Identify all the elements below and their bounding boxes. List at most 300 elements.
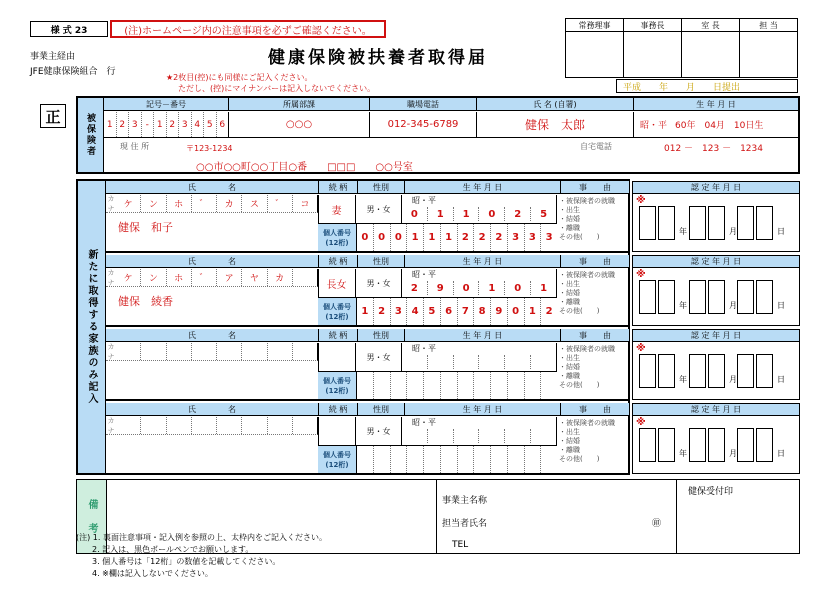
col-relation: 続 柄: [319, 403, 358, 415]
sex-choice: [356, 195, 402, 223]
mynumber-digit: [541, 446, 557, 473]
dependent-name: 健保 和子: [118, 221, 173, 234]
mynumber-digit: 3: [545, 232, 553, 243]
reason-option: ・出生: [559, 354, 580, 362]
dependent-header: [106, 181, 629, 194]
digit-box: [639, 280, 656, 314]
dependent-name: 健保 綾香: [118, 295, 173, 308]
birth-digit: [479, 355, 505, 369]
kana-row: [106, 269, 318, 287]
digit-box: [658, 428, 675, 462]
birth-digit: [454, 355, 480, 369]
nintei-box: [632, 194, 800, 252]
nintei-header: 認 定 年 月 日: [632, 329, 800, 342]
digit-box: [737, 206, 754, 240]
relation-value: 長女: [318, 269, 356, 297]
nintei-day-boxes[interactable]: [737, 428, 773, 462]
mynumber-digit: 1: [424, 224, 441, 251]
mynumber-digit: [374, 372, 391, 399]
address-label: 現 住 所: [120, 142, 150, 151]
kome-mark: ※: [636, 269, 646, 280]
kana-char: [268, 343, 293, 360]
home-tel-value: 012 － 123 － 1234: [664, 144, 763, 154]
nintei-day-label: 日: [777, 227, 785, 236]
col-sex: 性別: [358, 181, 405, 193]
note-3: 3. 個人番号は「12桁」の数値を記載してください。: [92, 557, 281, 566]
family-section-label: 新たに取得する家族のみ記入: [78, 181, 106, 473]
mynumber-digit: [391, 372, 408, 399]
mynumber-digit: 3: [508, 224, 525, 251]
insured-label: 被保険者: [78, 98, 104, 172]
form-title: 健康保険被扶養者取得届: [268, 48, 488, 68]
relation-value: 妻: [318, 195, 356, 223]
reason-option: ・結婚: [559, 363, 580, 371]
digit-box: [756, 280, 773, 314]
nintei-month-label: 月: [729, 375, 737, 384]
kana-char: コ: [300, 200, 310, 210]
shozoku-value: ○○○: [229, 112, 370, 137]
sex-options: 男・女: [366, 352, 391, 362]
digit-box: [639, 428, 656, 462]
note-1: (注) 1. 裏面注意事項・記入例を参照の上、太枠内をご記入ください。: [76, 533, 327, 542]
col-reason: 事 由: [579, 182, 611, 192]
kana-char: [293, 417, 317, 434]
red-note-2: ただし、(控)にマイナンバーは記入しないでください。: [178, 84, 376, 93]
nintei-month-boxes[interactable]: [689, 206, 725, 240]
birth-digit: 1: [454, 207, 480, 221]
kome-mark: ※: [636, 343, 646, 354]
reason-option: その他( ): [559, 233, 600, 241]
kana-char: [141, 343, 166, 360]
approval-label: 室 長: [682, 19, 739, 32]
kana-char: ゛: [192, 195, 217, 212]
sex-options: 男・女: [366, 278, 391, 288]
mynumber-label: 個人番号(12桁): [318, 298, 357, 325]
receipt-label: 健保受付印: [688, 487, 734, 497]
birth-digit: [428, 355, 454, 369]
insured-name: 健保 太郎: [477, 112, 634, 137]
birth-digit: 1: [479, 281, 505, 295]
kana-label: カナ: [107, 342, 115, 361]
birth-digit: 0: [454, 281, 480, 295]
approval-label: 事務長: [624, 19, 681, 32]
era-choice: [402, 417, 556, 429]
kana-cells[interactable]: [116, 417, 317, 434]
mynumber-digit: 0: [391, 224, 408, 251]
dependent-header: [106, 255, 629, 268]
kana-char: カ: [268, 269, 293, 286]
reason-list: [559, 419, 629, 473]
mynumber-digit: [525, 372, 542, 399]
mynumber-digit: [458, 446, 475, 473]
reason-option: ・離職: [559, 446, 580, 454]
kana-char: ケ: [116, 269, 141, 286]
kana-label: カナ: [107, 416, 115, 435]
approval-label: 担 当: [740, 19, 797, 32]
nintei-header: 認 定 年 月 日: [632, 403, 800, 416]
mynumber-label: 個人番号(12桁): [318, 372, 357, 399]
insured-birth: [634, 112, 798, 137]
col-birth: 生 年 月 日: [405, 255, 561, 267]
nintei-box: [632, 416, 800, 474]
col-reason: 事 由: [579, 330, 611, 340]
col-relation: 続 柄: [319, 255, 358, 267]
kana-char: [167, 343, 192, 360]
kana-char: ケ: [116, 195, 141, 212]
mynumber-digit: [525, 446, 542, 473]
digit-box: [639, 206, 656, 240]
reason-list: [559, 345, 629, 399]
digit-box: [658, 206, 675, 240]
col-kigo: 記号－番号: [104, 98, 229, 110]
nintei-day-boxes[interactable]: [737, 280, 773, 314]
reason-option: ・被保険者の就職: [559, 197, 615, 205]
nintei-box: [632, 342, 800, 400]
mynumber-digit: 5: [424, 298, 441, 325]
insured-row: [104, 112, 798, 138]
mynumber-cells[interactable]: [357, 372, 557, 399]
digit-box: [689, 206, 706, 240]
col-reason: 事 由: [579, 404, 611, 414]
birth-digit: 0: [479, 207, 505, 221]
birth-digits[interactable]: [402, 429, 556, 443]
col-birth: 生 年 月 日: [405, 403, 561, 415]
kana-char: [141, 417, 166, 434]
submit-date: 平成 年 月 日提出: [616, 79, 798, 93]
mynumber-digit: [491, 372, 508, 399]
birth-block: [402, 269, 557, 297]
birth-digit: 2: [402, 281, 428, 295]
era-options: 昭・平: [412, 196, 436, 205]
nintei-month-label: 月: [729, 227, 737, 236]
kana-cells[interactable]: [116, 195, 317, 212]
mynumber-label: 個人番号(12桁): [318, 446, 357, 473]
digit-box: [689, 280, 706, 314]
red-note-1: ★2枚目(控)にも同様にご記入ください。: [166, 73, 313, 82]
mynumber-digit: 1: [407, 224, 424, 251]
approval-stamps: [565, 18, 798, 78]
reason-option: ・被保険者の就職: [559, 271, 615, 279]
nintei-header: 認 定 年 月 日: [632, 181, 800, 194]
mynumber-digit: [407, 446, 424, 473]
digit-box: [737, 354, 754, 388]
col-name: 氏 名: [106, 181, 319, 193]
kana-row: [106, 343, 318, 361]
kana-char: カ: [217, 195, 242, 212]
mynumber-digit: [541, 372, 557, 399]
mynumber-digit: 1: [441, 224, 458, 251]
reason-option: その他( ): [559, 307, 600, 315]
birth-digit: 1: [428, 207, 454, 221]
nintei-box: [632, 268, 800, 326]
digit-box: [708, 280, 725, 314]
reason-option: ・出生: [559, 428, 580, 436]
mynumber-digit: 1: [525, 298, 542, 325]
bikou-label: 備 考: [77, 480, 107, 553]
kana-char: ン: [141, 195, 166, 212]
kigo-number: 1 2 3 - 1 2 3 4 5 6: [104, 112, 229, 137]
mynumber-digit: 8: [474, 298, 491, 325]
kana-char: ア: [217, 269, 242, 286]
col-sex: 性別: [358, 403, 405, 415]
era-options: 昭・平: [412, 344, 436, 353]
birth-digit: 5: [540, 208, 548, 220]
col-sex: 性別: [358, 255, 405, 267]
digit-box: [756, 354, 773, 388]
birth-digit: [428, 429, 454, 443]
digit-box: [658, 280, 675, 314]
kana-char: [268, 417, 293, 434]
digit-box: [689, 428, 706, 462]
birth-block: [402, 417, 557, 445]
kana-char: ン: [141, 269, 166, 286]
mynumber-digit: 2: [545, 306, 553, 317]
sex-choice: [356, 417, 402, 445]
reason-option: ・被保険者の就職: [559, 345, 615, 353]
digit-box: [658, 354, 675, 388]
mynumber-digit: 2: [491, 224, 508, 251]
nintei-month-label: 月: [729, 449, 737, 458]
original-mark: 正: [40, 104, 66, 128]
col-relation: 続 柄: [319, 181, 358, 193]
mynumber-digit: [407, 372, 424, 399]
col-relation: 続 柄: [319, 329, 358, 341]
reason-option: その他( ): [559, 381, 600, 389]
birth-digit: [454, 429, 480, 443]
kana-cells[interactable]: [116, 343, 317, 360]
address-value: ○○市○○町○○丁目○番 □□□ ○○号室: [196, 162, 413, 173]
nintei-month-boxes[interactable]: [689, 428, 725, 462]
kana-row: [106, 417, 318, 435]
era-choice: 昭・平: [640, 121, 668, 131]
tel-label: TEL: [452, 540, 469, 550]
dependent-header: [106, 329, 629, 342]
notice-box: (注)ホームページ内の注意事項を必ずご確認ください。: [110, 20, 386, 38]
col-tel: 職場電話: [370, 98, 477, 110]
dependent-header: [106, 403, 629, 416]
col-name: 氏 名: [106, 403, 319, 415]
nintei-month-boxes[interactable]: [689, 354, 725, 388]
kana-row: [106, 195, 318, 213]
form-label: 様 式 23: [30, 21, 108, 37]
mynumber-digit: [424, 446, 441, 473]
col-name: 氏 名: [106, 255, 319, 267]
employer-label: 事業主名称: [442, 496, 488, 506]
seal-mark: ㊞: [652, 519, 662, 529]
kana-char: [293, 343, 317, 360]
mynumber-label: 個人番号(12桁): [318, 224, 357, 251]
digit-box: [737, 280, 754, 314]
kana-char: ゛: [268, 195, 293, 212]
digit-box: [639, 354, 656, 388]
birth-digit: [531, 429, 556, 443]
relation-value: [318, 417, 356, 445]
nintei-month-label: 月: [729, 301, 737, 310]
nintei-month-boxes[interactable]: [689, 280, 725, 314]
sex-options: 男・女: [366, 426, 391, 436]
sex-options: 男・女: [366, 204, 391, 214]
col-name: 氏 名: [106, 329, 319, 341]
mynumber-digit: 0: [508, 298, 525, 325]
mynumber-digit: [458, 372, 475, 399]
mynumber-digit: 0: [357, 224, 374, 251]
reason-option: その他( ): [559, 455, 600, 463]
birth-digit: 2: [505, 207, 531, 221]
nintei-year-boxes[interactable]: [639, 354, 675, 388]
era-choice: [402, 269, 556, 281]
nintei-year-boxes[interactable]: [639, 280, 675, 314]
reason-option: ・結婚: [559, 215, 580, 223]
divider: [676, 480, 677, 553]
kana-label: カナ: [107, 268, 115, 287]
era-options: 昭・平: [412, 270, 436, 279]
mynumber-cells[interactable]: [357, 224, 557, 251]
birth-digits[interactable]: [402, 207, 556, 221]
digit-box: [689, 354, 706, 388]
birth-block: [402, 195, 557, 223]
birth-digit: [402, 429, 428, 443]
sex-choice: [356, 269, 402, 297]
kana-label: カナ: [107, 194, 115, 213]
kana-char: [217, 343, 242, 360]
mynumber-cells[interactable]: [357, 446, 557, 473]
sex-choice: [356, 343, 402, 371]
col-birth: 生 年 月 日: [405, 329, 561, 341]
relation-value: [318, 343, 356, 371]
birth-digit: [505, 355, 531, 369]
kana-char: [242, 417, 267, 434]
kome-mark: ※: [636, 195, 646, 206]
mynumber-digit: 3: [391, 298, 408, 325]
birth-digit: [402, 355, 428, 369]
nintei-header: 認 定 年 月 日: [632, 255, 800, 268]
mynumber-row: [318, 371, 557, 399]
reason-option: ・離職: [559, 298, 580, 306]
nintei-day-label: 日: [777, 449, 785, 458]
col-birth: 生 年 月 日: [405, 181, 561, 193]
kome-mark: ※: [636, 417, 646, 428]
col-reason: 事 由: [579, 256, 611, 266]
kana-char: ホ: [167, 195, 192, 212]
mynumber-digit: [441, 372, 458, 399]
mynumber-digit: [474, 446, 491, 473]
mynumber-digit: 2: [474, 224, 491, 251]
mynumber-digit: [357, 446, 374, 473]
kana-char: [293, 269, 317, 286]
birth-digit: 0: [505, 281, 531, 295]
mynumber-cells[interactable]: [357, 298, 557, 325]
mynumber-digit: [508, 446, 525, 473]
kana-char: [167, 417, 192, 434]
reason-option: ・被保険者の就職: [559, 419, 615, 427]
nintei-year-label: 年: [679, 449, 687, 458]
mynumber-digit: 3: [525, 224, 542, 251]
reason-option: ・離職: [559, 224, 580, 232]
mynumber-digit: 9: [491, 298, 508, 325]
col-name: 氏 名 (自署): [477, 98, 634, 110]
reason-list: [559, 271, 629, 325]
era-choice: [402, 343, 556, 355]
mynumber-digit: [491, 446, 508, 473]
nintei-day-label: 日: [777, 375, 785, 384]
digit-box: [708, 206, 725, 240]
nintei-year-boxes[interactable]: [639, 428, 675, 462]
col-sex: 性別: [358, 329, 405, 341]
mynumber-digit: [424, 372, 441, 399]
approval-label: 常務理事: [566, 19, 623, 32]
mynumber-digit: 2: [458, 224, 475, 251]
era-options: 昭・平: [412, 418, 436, 427]
digit-box: [756, 206, 773, 240]
reason-list: [559, 197, 629, 251]
insured-header: [104, 98, 798, 111]
reason-option: ・結婚: [559, 289, 580, 297]
mynumber-row: [318, 445, 557, 473]
sender-line1: 事業主経由: [30, 52, 76, 62]
mynumber-digit: 1: [357, 298, 374, 325]
note-4: 4. ※欄は記入しないでください。: [92, 569, 213, 578]
mynumber-row: [318, 223, 557, 251]
digit-box: [708, 428, 725, 462]
divider: [436, 480, 437, 553]
kana-char: [192, 343, 217, 360]
kana-char: [242, 343, 267, 360]
birth-digit: [531, 355, 556, 369]
mynumber-digit: [391, 446, 408, 473]
kana-char: ス: [242, 195, 267, 212]
birth-block: [402, 343, 557, 371]
birth-value: 60年 04月 10日生: [675, 121, 764, 131]
kana-char: ヤ: [242, 269, 267, 286]
mynumber-digit: [508, 372, 525, 399]
home-tel-label: 自宅電話: [580, 142, 612, 151]
era-choice: [402, 195, 556, 207]
reason-option: ・結婚: [559, 437, 580, 445]
birth-digits[interactable]: [402, 355, 556, 369]
person-label: 担当者氏名: [442, 519, 488, 529]
reason-option: ・出生: [559, 206, 580, 214]
sender-line2: JFE健康保険組合 行: [30, 67, 116, 77]
kana-cells[interactable]: [116, 269, 317, 286]
nintei-day-label: 日: [777, 301, 785, 310]
digit-box: [756, 428, 773, 462]
kana-char: ゛: [192, 269, 217, 286]
note-2: 2. 記入は、黒色ボールペンでお願いします。: [92, 545, 254, 554]
birth-digit: 9: [428, 281, 454, 295]
kana-char: [116, 417, 141, 434]
col-shozoku: 所属部課: [229, 98, 370, 110]
reason-option: ・離職: [559, 372, 580, 380]
nintei-year-label: 年: [679, 301, 687, 310]
mynumber-digit: [374, 446, 391, 473]
nintei-year-boxes[interactable]: [639, 206, 675, 240]
digit-box: [737, 428, 754, 462]
mynumber-digit: [474, 372, 491, 399]
nintei-day-boxes[interactable]: [737, 354, 773, 388]
mynumber-digit: 4: [407, 298, 424, 325]
mynumber-digit: [357, 372, 374, 399]
nintei-day-boxes[interactable]: [737, 206, 773, 240]
digit-box: [708, 354, 725, 388]
kana-char: ホ: [167, 269, 192, 286]
mynumber-digit: 0: [374, 224, 391, 251]
birth-digits[interactable]: [402, 281, 556, 295]
work-tel-value: 012-345-6789: [370, 112, 477, 137]
mynumber-digit: 7: [458, 298, 475, 325]
birth-digit: 1: [540, 282, 548, 294]
reason-option: ・出生: [559, 280, 580, 288]
mynumber-digit: 6: [441, 298, 458, 325]
